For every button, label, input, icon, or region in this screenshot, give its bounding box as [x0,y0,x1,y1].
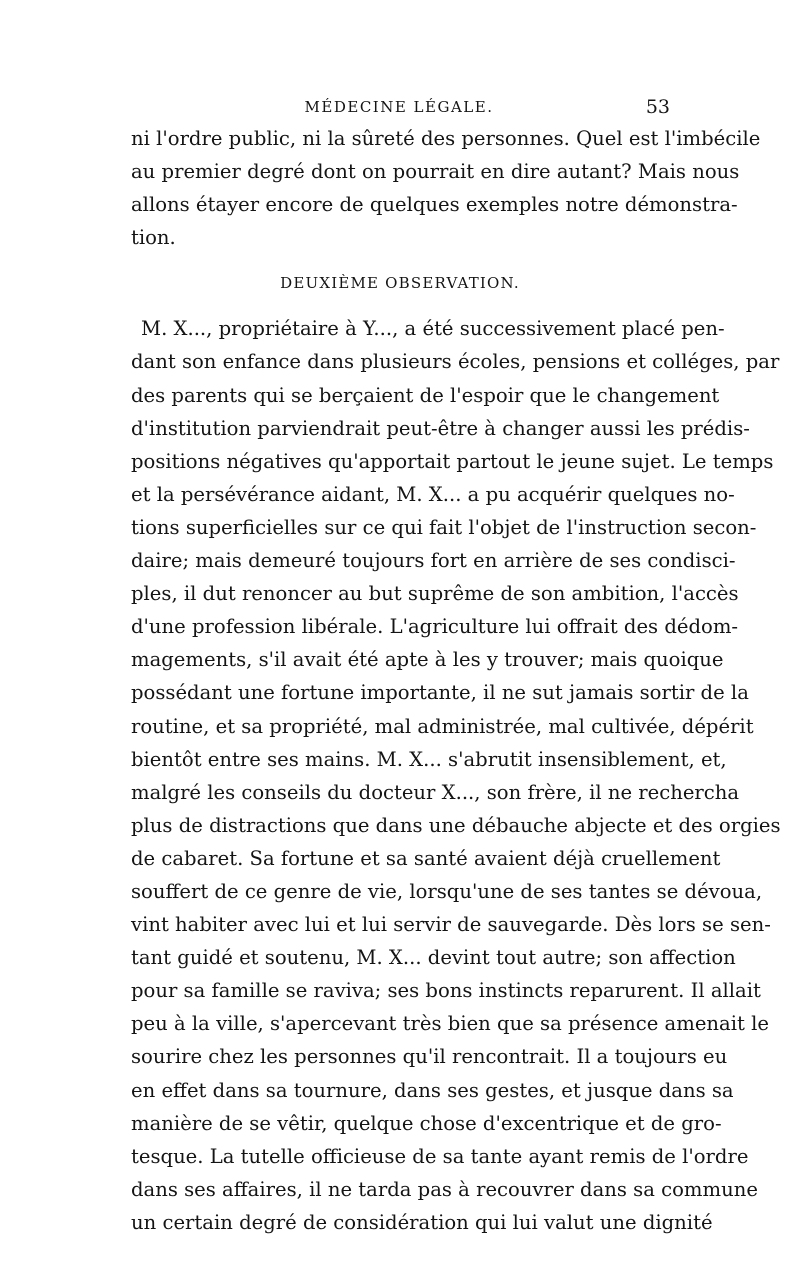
text-line: dans ses affaires, il ne tarda pas à recouvrer dans sa commune [131,1177,758,1201]
text-line: et la persévérance aidant, M. X... a pu acquérir quelques no- [131,482,735,506]
paragraph-1 [131,122,761,254]
body-text [131,122,781,1239]
text-line: plus de distractions que dans une débauche abjecte et des orgies [131,813,781,837]
paragraph-2 [131,312,781,1239]
text-line: manière de se vêtir, quelque chose d'excentrique et de gro- [131,1111,722,1135]
text-line: tion. [131,226,176,250]
section-heading: DEUXIÈME OBSERVATION. [280,274,520,293]
text-line: dant son enfance dans plusieurs écoles, pensions et colléges, par [131,350,780,374]
text-line: d'une profession libérale. L'agriculture lui offrait des dédom- [131,615,739,639]
text-line: souffert de ce genre de vie, lorsqu'une de ses tantes se dévoua, [131,879,763,903]
text-line: pour sa famille se raviva; ses bons instincts reparurent. Il allait [131,979,761,1003]
text-line: peu à la ville, s'apercevant très bien que sa présence amenait le [131,1012,769,1036]
running-head [128,92,670,122]
text-line: magements, s'il avait été apte à les y trouver; mais quoique [131,648,724,672]
text-line: possédant une fortune importante, il ne sut jamais sortir de la [131,681,749,705]
text-line: en effet dans sa tournure, dans ses gestes, et jusque dans sa [131,1078,734,1102]
text-line: allons étayer encore de quelques exemples notre démonstra- [131,193,738,217]
text-line: vint habiter avec lui et lui servir de sauvegarde. Dès lors se sen- [131,913,771,937]
text-line: ples, il dut renoncer au but suprême de son ambition, l'accès [131,582,739,606]
running-title: MÉDECINE LÉGALE. [304,98,494,116]
text-line: d'institution parviendrait peut-être à changer aussi les prédis- [131,416,750,440]
text-line: sourire chez les personnes qu'il rencontrait. Il a toujours eu [131,1045,728,1069]
text-line: un certain degré de considération qui lui valut une dignité [131,1210,713,1234]
text-line: positions négatives qu'apportait partout le jeune sujet. Le temps [131,449,774,473]
text-line: au premier degré dont on pourrait en dire autant? Mais nous [131,160,740,184]
text-line: daire; mais demeuré toujours fort en arrière de ses condisci- [131,549,736,573]
text-line: des parents qui se berçaient de l'espoir que le changement [131,383,720,407]
text-line: de cabaret. Sa fortune et sa santé avaient déjà cruellement [131,846,721,870]
text-line: M. X..., propriétaire à Y..., a été successivement placé pen- [141,317,725,341]
text-line: malgré les conseils du docteur X..., son frère, il ne rechercha [131,780,740,804]
text-line: tesque. La tutelle officieuse de sa tante ayant remis de l'ordre [131,1144,749,1168]
text-line: tant guidé et soutenu, M. X... devint tout autre; son affection [131,946,736,970]
text-line: routine, et sa propriété, mal administrée, mal cultivée, dépérit [131,714,754,738]
text-line: bientôt entre ses mains. M. X... s'abrutit insensiblement, et, [131,747,727,771]
text-line: tions superficielles sur ce qui fait l'objet de l'instruction secon- [131,515,757,539]
page-number: 53 [645,96,670,118]
text-line: ni l'ordre public, ni la sûreté des personnes. Quel est l'imbécile [131,127,761,150]
